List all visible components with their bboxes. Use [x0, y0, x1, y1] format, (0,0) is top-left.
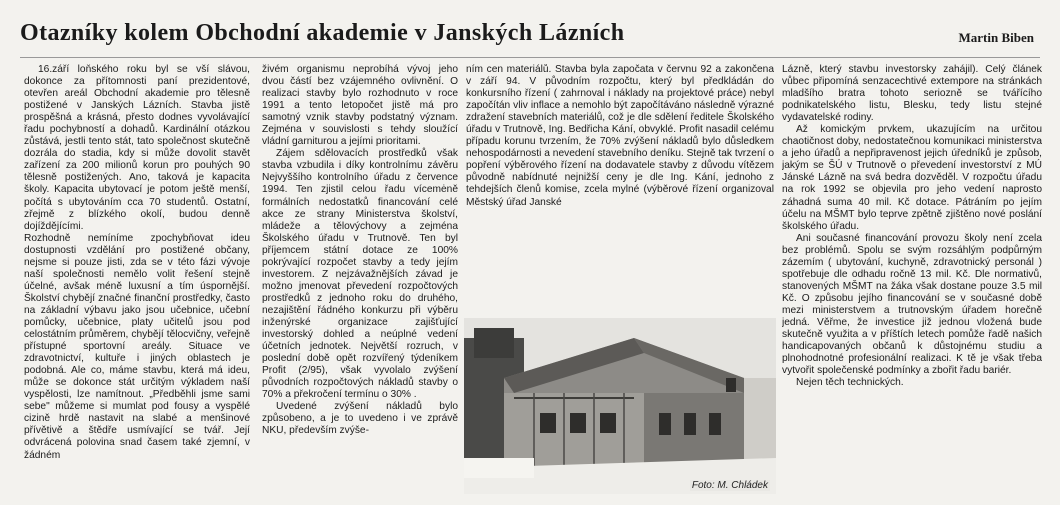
paragraph: ním cen materiálů. Stavba byla započata v červnu 92 a zakončena v září 94. V původním rozpočtu, který byl předkládán do konkursního řízení ( zahrnoval i náklady na projektové práce) nebyl započítán vliv inflace a nemohlo být započítáváno následně výrazné zdražení stavebních materiálů, což je dle sdělení ředitele Školského úřadu v Trutnově, Ing. Bedřicha Kání, obvyklé. Profit nasadil celému případu korunu tvrzením, že 70% zvýšení nákladů bylo důsledkem nehospodárnosti a nevedení stavebního deníku. Stejně tak tvrzení o popření výběrového řízení na dodavatele stavby z důvodu vítězem původně nabídnuté nejnižší ceny je dle Ing. Kání, jednoho z tehdejších členů komise, zcela mylné (výběrové řízení organizoval Městský úřad Janské	[466, 64, 774, 208]
article-column-1	[24, 64, 250, 484]
article-column-2	[262, 64, 458, 486]
paragraph: Nejen těch technických.	[796, 377, 904, 389]
building-photo-image	[464, 318, 776, 494]
article-author: Martin Biben	[958, 30, 1034, 45]
article-column-3	[466, 64, 774, 314]
paragraph: Zájem sdělovacích prostředků však stavba vzbudila i díky kontrolnímu závěru Nejvyššího kontrolního úřadu z července 1994. Ten zjistil celou řadu vícemėně formálních nedostatků financování celé akce ze strany Ministerstva školství, mládeže a tělovýchovy a zejména Školského úřadu v Trutnově. Ten byl příjemcem státní dotace ze 100% pokrývající rozpočet stavby a tedy jejím investorem. Z nejzávažnějších závad je možno jmenovat převedení rozpočtových prostředků z jednoho roku do druhého, nezajištění řádného konkurzu při výběru inženýrské organizace zajišťující investorský dohled a neúplné vedení účetních jednotek. Největší rozruch, v poslední době opět rozvířený týdeníkem Profit (2/95), však vyvolalo zvýšení původních rozpočtových nákladů stavby o 70% a překročení termínu o 30% .	[262, 148, 458, 401]
paragraph: Až komickým prvkem, ukazujícím na určitou chaotičnost doby, nedostatečnou komunikaci ministerstva a jeho úřadů a nepřipravenost jejich úředníků je způsob, jakým se ŠÚ v Trutnově o převedení investorství z MÚ Jánské Lázně na svá bedra dozvěděl. V rozpočtu úřadu na rok 1992 se objevila pro jeho vedení naprosto záhadná suma 40 mil. Kč dotace. Pátráním po jejím účelu na MŠMT bylo teprve zpětně zjištěno nové poslání školského úřadu.	[782, 124, 1042, 232]
article-column-4	[782, 64, 1042, 484]
paragraph: Ani současné financování provozu školy není zcela bez problémů. Spolu se svým rozsáhlým podpůrným zázemím ( ubytování, kuchyně, zdravotnický personál ) spotřebuje dle odhadu ročně 13 mil. Kč. Dle normativů, stanovených MŠMT na žáka však dostane pouze 3.5 mil Kč. O způsobu jejího financování se v současné době mezi ministerstvem a trutnovským úřadem horečně jedná. Věřme, že investice již jednou vložená bude skutečně využita a v příštích letech pomůže řadě našich handicapovaných občanů k důstojnému studiu a plnohodnotné profesionální realizaci. K tě je však třeba vytvořit společenské podmínky a zbořit řadu bariér.	[782, 232, 1042, 377]
paragraph: 16.září loňského roku byl se vší slávou, dokonce za přítomnosti paní prezidentové, otevřen areál Obchodní akademie pro tělesně postižené v Janských Lázních. Stavba jistě prospěšná a krásná, přesto dodnes vyvolávající řadu pochybností a dohadů. Kardinální otázkou zůstává, jestli tento stát, tato společnost skutečně dozrála do stadia, kdy si může dovolit stavět zařízení za 200 milionů korun pro pouhých 90 tělesně postižených. Ano, taková je kapacita školy. Kapacita ubytovací je potom ještě menší, počítá s ubytováním cca 70 studentů. Ostatní, zřejmě z blízkého okolí, budou denně dojíždějícími.	[24, 64, 250, 232]
building-photo	[464, 318, 776, 494]
photo-credit: Foto: M. Chládek	[691, 480, 768, 491]
paragraph: Rozhodně nemíníme zpochybňovat ideu dostupnosti vzdělání pro postižené občany, nejsme si pouze jisti, zda se v této fázi vývoje naší společnosti nemělo volit řešení stejně účelné, avšak méně luxusní a tím úspornější. Školství chybějí značné finanční prostředky, často na základní výbavu jako jsou učebnice, učební pomůcky, učebnice, platy učitelů jsou pod celostátním průměrem, chybějí tělocvičny, veřejně přístupné sportovní areály. Situace ve zdravotnictví, kultuře i jiných oblastech je podobná. Ale co, máme stavbu, která má ideu, může se dokonce stát určitým výkladem naší vyspělosti, lze namítnout. „Předběhli jsme sami sebe" můžeme si mumlat pod fousy a vyspělé cizině hrdě nastavit na slabé a menšinové přívětivě a štědře usmívající se tvář. Její odvrácená polovina snad časem také zjemní, v žádném	[24, 232, 250, 461]
paragraph: Uvedené zvýšení nákladů bylo způsobeno, a je to uvedeno i ve zprávě NKU, především zvýše-	[262, 401, 458, 437]
paragraph: Lázně, který stavbu investorsky zahájil). Celý článek vůbec připomíná senzacechtivé extempore na stránkách mladšího bratra tohoto seriozně se tvářícího podnikatelského listu, Blesku, tedy listu stejné vydavatelské rodiny.	[782, 64, 1042, 124]
paragraph: živém organismu neprobíhá vývoj jeho dvou částí bez vzájemného ovlivnění. O realizaci stavby bylo rozhodnuto v roce 1991 a tento letopočet jistě má pro samotný vznik stavby podstatný význam. Zejména v souvislosti s tehdy sloužící vládní garniturou a jejími prioritami.	[262, 64, 458, 148]
article-headline: Otazníky kolem Obchodní akademie v Janských Lázních	[20, 20, 625, 46]
headline-divider	[20, 57, 1040, 58]
